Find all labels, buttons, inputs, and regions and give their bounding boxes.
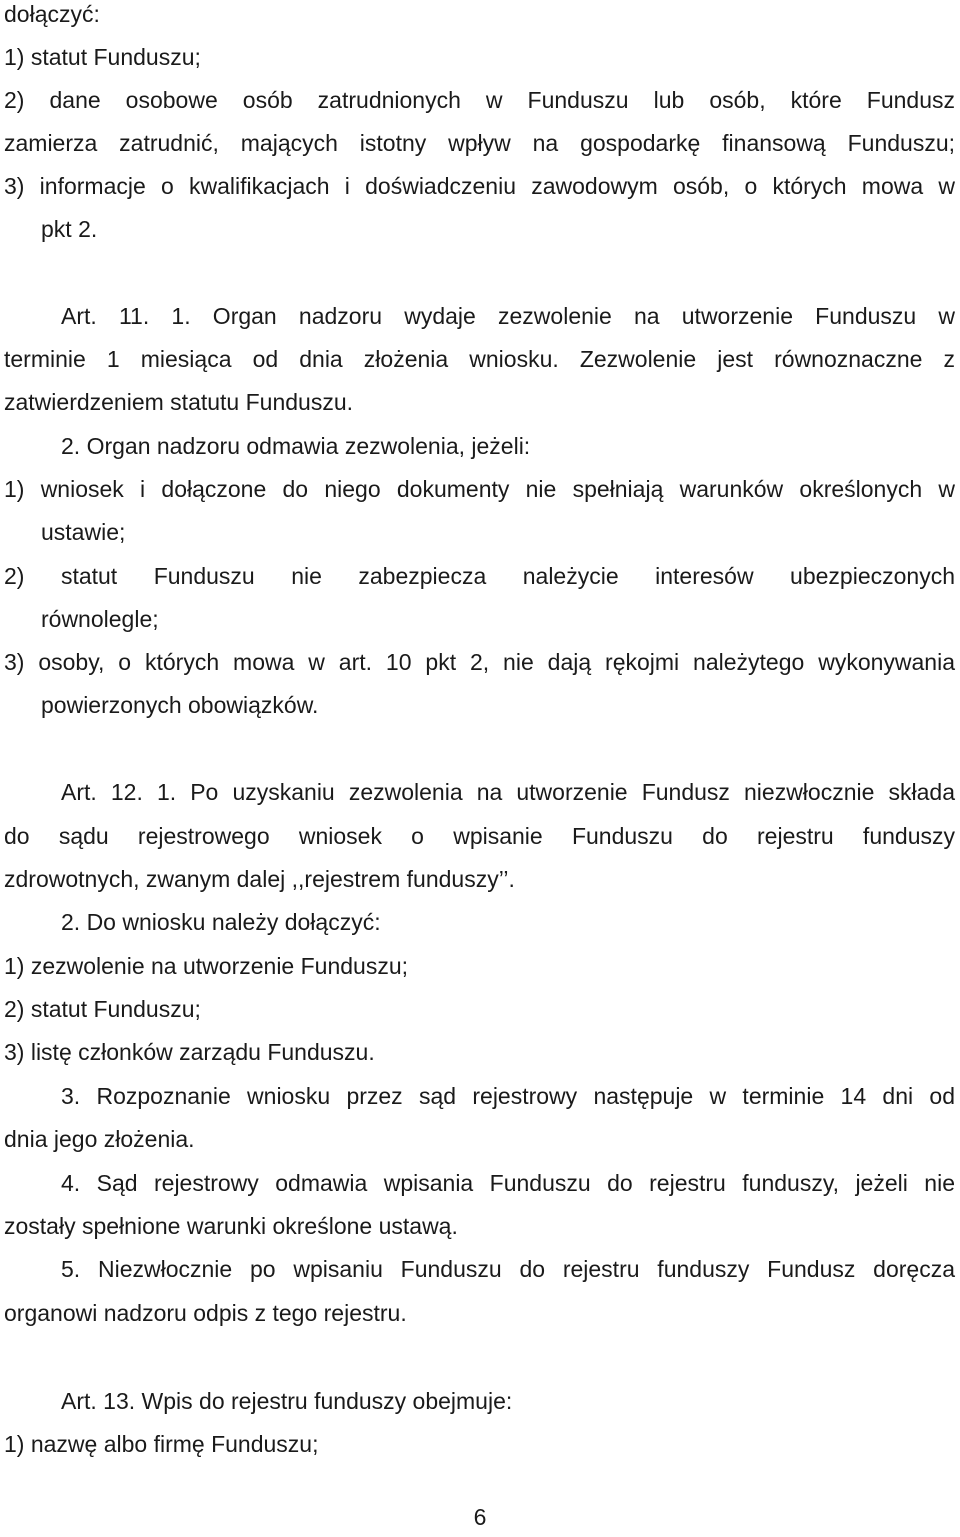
text-line: pkt 2. — [41, 216, 98, 242]
text-line: powierzonych obowiązków. — [41, 692, 319, 718]
article-heading: Art. 11. 1. Organ nadzoru wydaje zezwolenie na utworzenie Funduszu w — [61, 303, 955, 329]
paragraph-line: 2. Organ nadzoru odmawia zezwolenia, jeżeli: — [61, 433, 531, 459]
text-line: organowi nadzoru odpis z tego rejestru. — [4, 1300, 407, 1326]
text-line: zamierza zatrudnić, mających istotny wpływ na gospodarkę finansową Funduszu; — [4, 130, 955, 156]
list-item: 2) statut Funduszu nie zabezpiecza należycie interesów ubezpieczonych — [4, 563, 955, 589]
text-line: ustawie; — [41, 519, 126, 545]
paragraph-line: 2. Do wniosku należy dołączyć: — [61, 909, 381, 935]
list-item: 3) informacje o kwalifikacjach i doświadczeniu zawodowym osób, o których mowa w — [4, 173, 955, 199]
paragraph-line: 4. Sąd rejestrowy odmawia wpisania Funduszu do rejestru funduszy, jeżeli nie — [61, 1170, 955, 1196]
list-item: 3) osoby, o których mowa w art. 10 pkt 2, nie dają rękojmi należytego wykonywania — [4, 649, 955, 675]
list-item: 1) statut Funduszu; — [4, 44, 201, 70]
text-line: równolegle; — [41, 606, 159, 632]
text-line: zostały spełnione warunki określone ustawą. — [4, 1213, 458, 1239]
list-item: 2) statut Funduszu; — [4, 996, 201, 1022]
text-line: do sądu rejestrowego wniosek o wpisanie Funduszu do rejestru funduszy — [4, 823, 955, 849]
paragraph-line: 3. Rozpoznanie wniosku przez sąd rejestrowy następuje w terminie 14 dni od — [61, 1083, 955, 1109]
list-item: 2) dane osobowe osób zatrudnionych w Funduszu lub osób, które Fundusz — [4, 87, 955, 113]
list-item: 1) nazwę albo firmę Funduszu; — [4, 1431, 319, 1457]
list-item: 1) wniosek i dołączone do niego dokumenty nie spełniają warunków określonych w — [4, 476, 955, 502]
text-line: zatwierdzeniem statutu Funduszu. — [4, 389, 354, 415]
article-heading: Art. 12. 1. Po uzyskaniu zezwolenia na utworzenie Fundusz niezwłocznie składa — [61, 779, 955, 805]
paragraph-line: 5. Niezwłocznie po wpisaniu Funduszu do rejestru funduszy Fundusz doręcza — [61, 1256, 955, 1282]
article-heading: Art. 13. Wpis do rejestru funduszy obejmuje: — [61, 1388, 513, 1414]
page-number: 6 — [473, 1504, 487, 1530]
text-line: dnia jego złożenia. — [4, 1126, 195, 1152]
list-item: 3) listę członków zarządu Funduszu. — [4, 1039, 375, 1065]
list-item: 1) zezwolenie na utworzenie Funduszu; — [4, 953, 409, 979]
text-line: terminie 1 miesiąca od dnia złożenia wniosku. Zezwolenie jest równoznaczne z — [4, 346, 955, 372]
text-line: zdrowotnych, zwanym dalej ,,rejestrem funduszy’’. — [4, 866, 515, 892]
text-line: dołączyć: — [4, 1, 100, 27]
